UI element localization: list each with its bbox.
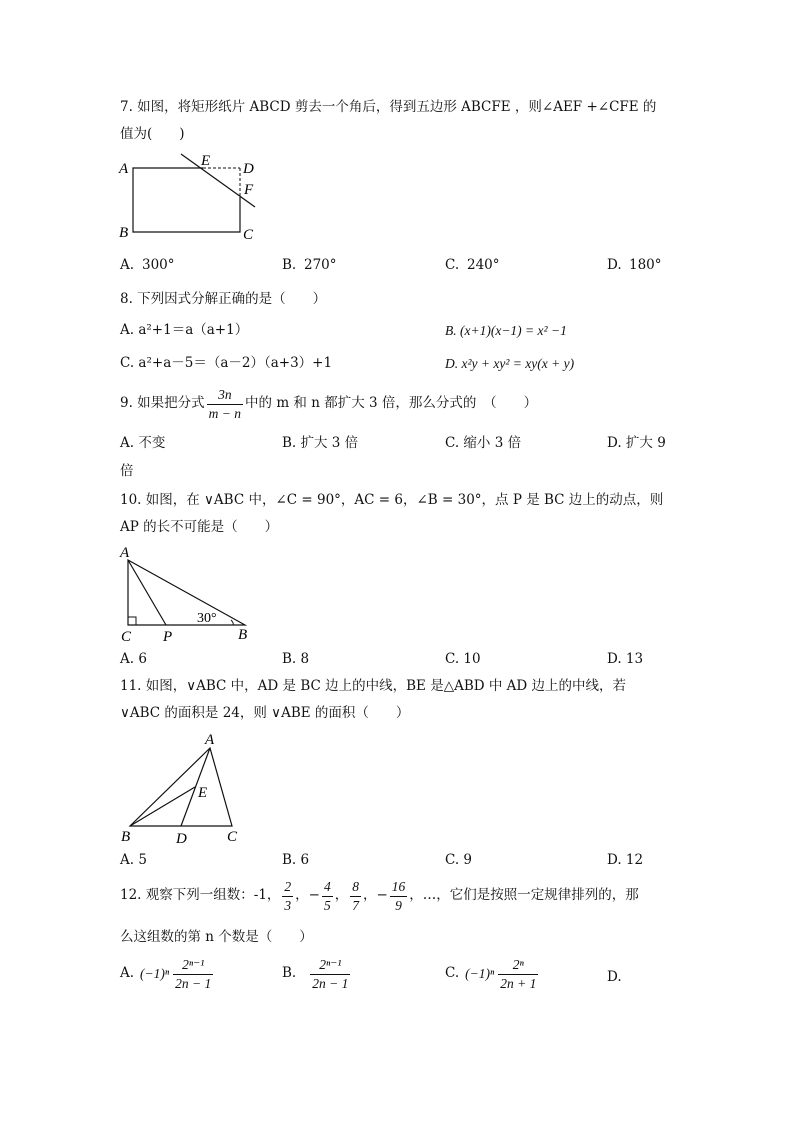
q7-option-b-value: 270° <box>304 257 337 273</box>
q9-fraction-numerator: 3n <box>207 388 243 405</box>
label-c: C <box>121 629 132 643</box>
q12-fraction-1-num: 2 <box>282 880 293 897</box>
q7-option-b-label: B. <box>282 257 297 273</box>
q10-option-c: C. 10 <box>445 651 481 667</box>
q7-option-c-value: 240° <box>467 257 500 273</box>
q9-fraction <box>207 388 243 420</box>
q12-option-a-den: 2n − 1 <box>175 975 212 991</box>
q7-option-c-label: C. <box>445 257 460 273</box>
q12-option-b-label: B. <box>282 965 297 982</box>
label-b: B <box>119 225 129 241</box>
q12-fraction-1-den: 3 <box>284 897 292 913</box>
q12-fraction-3-den: 7 <box>352 897 359 913</box>
q12-fraction-2 <box>322 880 333 912</box>
q12-option-d-label: D. <box>607 969 622 985</box>
q12-option-a <box>120 958 215 990</box>
q9-option-c: C. 缩小 3 倍 <box>445 435 522 451</box>
q9-stem <box>120 388 537 420</box>
q12-fraction-4-den: 9 <box>395 897 402 913</box>
label-c: C <box>227 829 238 845</box>
q7-rectangle-figure <box>115 150 265 245</box>
q12-option-a-num: 2ⁿ⁻¹ <box>173 958 213 975</box>
q11-option-a: A. 5 <box>120 852 147 868</box>
q8-option-d: D. x²y + xy² = xy(x + y) <box>445 356 575 371</box>
q12-option-c-prefix: (−1)ⁿ <box>465 966 495 982</box>
q8-option-a: A. a²+1＝a（a+1） <box>120 322 249 338</box>
q12-frac4-sign: − <box>376 887 388 904</box>
q12-stem-post: ，…，它们是按照一定规律排列的，那 <box>409 887 639 904</box>
q11-stem-line1: 11. 如图，∨ABC 中，AD 是 BC 边上的中线，BE 是△ABD 中 AD 边上的中线，若 <box>120 678 627 694</box>
q7-stem-line1: 7. 如图，将矩形纸片 ABCD 剪去一个角后，得到五边形 ABCFE ，则∠AEF +∠CFE 的 <box>120 99 657 115</box>
label-e: E <box>198 785 208 801</box>
q11-option-b: B. 6 <box>282 852 310 868</box>
q11-option-d: D. 12 <box>607 852 644 868</box>
q12-fraction-4 <box>390 880 408 912</box>
q10-option-a: A. 6 <box>120 651 147 667</box>
label-d: D <box>243 161 254 177</box>
q10-stem-line1: 10. 如图，在 ∨ABC 中，∠C = 90°，AC = 6，∠B = 30°，点 P 是 BC 边上的动点，则 <box>120 492 664 508</box>
q11-option-c: C. 9 <box>445 852 473 868</box>
q12-fraction-3-num: 8 <box>350 880 361 897</box>
q12-option-c-den: 2n + 1 <box>500 975 537 991</box>
q12-option-b-fraction <box>310 958 350 990</box>
q10-option-d: D. 13 <box>607 651 644 667</box>
label-d: D <box>176 831 187 847</box>
q8-option-c: C. a²+a－5＝（a－2）（a+3）+1 <box>120 355 333 371</box>
q10-stem-line2: AP 的长不可能是（ ） <box>120 519 279 535</box>
q12-option-a-prefix: (−1)ⁿ <box>140 966 170 982</box>
label-angle-30: 30° <box>197 611 217 626</box>
q10-option-b: B. 8 <box>282 651 310 667</box>
label-b: B <box>238 627 248 643</box>
q9-fraction-denominator: m − n <box>208 405 242 421</box>
q12-frac2-sign: − <box>308 887 320 904</box>
q9-stem-pre: 9. 如果把分式 <box>120 395 205 412</box>
q12-stem <box>120 880 639 912</box>
q7-option-d-value: 180° <box>629 257 662 273</box>
label-f: F <box>244 182 254 198</box>
q7-option-a-value: 300° <box>142 257 175 273</box>
q11-stem-line2: ∨ABC 的面积是 24，则 ∨ABE 的面积（ ） <box>120 705 410 721</box>
q12-option-a-label: A. <box>120 965 135 982</box>
q9-option-d-wrap: 倍 <box>120 463 134 479</box>
label-p: P <box>163 629 173 643</box>
label-b: B <box>121 829 131 845</box>
q8-option-b: B. (x+1)(x−1) = x² −1 <box>445 323 567 338</box>
q12-option-a-fraction <box>173 958 213 990</box>
q8-stem: 8. 下列因式分解正确的是（ ） <box>120 291 327 307</box>
q7-stem-line2: 值为( ) <box>120 126 185 142</box>
label-a: A <box>205 732 215 748</box>
q12-option-b <box>282 958 352 990</box>
q12-option-b-den: 2n − 1 <box>312 975 349 991</box>
q9-option-b: B. 扩大 3 倍 <box>282 435 359 451</box>
q10-triangle-figure <box>115 543 260 643</box>
q12-fraction-4-num: 16 <box>390 880 408 897</box>
q9-option-d: D. 扩大 9 <box>607 435 666 451</box>
q12-option-c-label: C. <box>445 965 460 982</box>
q7-option-a-label: A. <box>120 257 135 273</box>
q12-fraction-2-num: 4 <box>322 880 333 897</box>
q12-sep-1: ， <box>295 887 309 904</box>
q12-fraction-1 <box>282 880 293 912</box>
q12-stem-pre: 12. 观察下列一组数：-1， <box>120 887 281 904</box>
q11-triangle-figure <box>112 728 252 848</box>
q9-stem-post: 中的 m 和 n 都扩大 3 倍，那么分式的 （ ） <box>245 395 538 412</box>
q12-option-c <box>445 958 540 990</box>
q12-fraction-3 <box>350 880 361 912</box>
q12-option-c-fraction <box>498 958 538 990</box>
q7-option-d-label: D. <box>607 257 622 273</box>
q12-sep-3: ， <box>362 887 377 904</box>
label-a: A <box>120 545 130 561</box>
q12-sep-2: ， <box>334 887 349 904</box>
label-e: E <box>201 153 211 169</box>
q12-option-c-num: 2ⁿ <box>498 958 538 975</box>
q9-option-a: A. 不变 <box>120 435 166 451</box>
label-a: A <box>119 161 129 177</box>
q12-stem-line2: 么这组数的第 n 个数是（ ） <box>120 929 313 945</box>
q12-fraction-2-den: 5 <box>323 897 331 913</box>
label-c: C <box>243 227 254 243</box>
q12-option-b-num: 2ⁿ⁻¹ <box>310 958 350 975</box>
